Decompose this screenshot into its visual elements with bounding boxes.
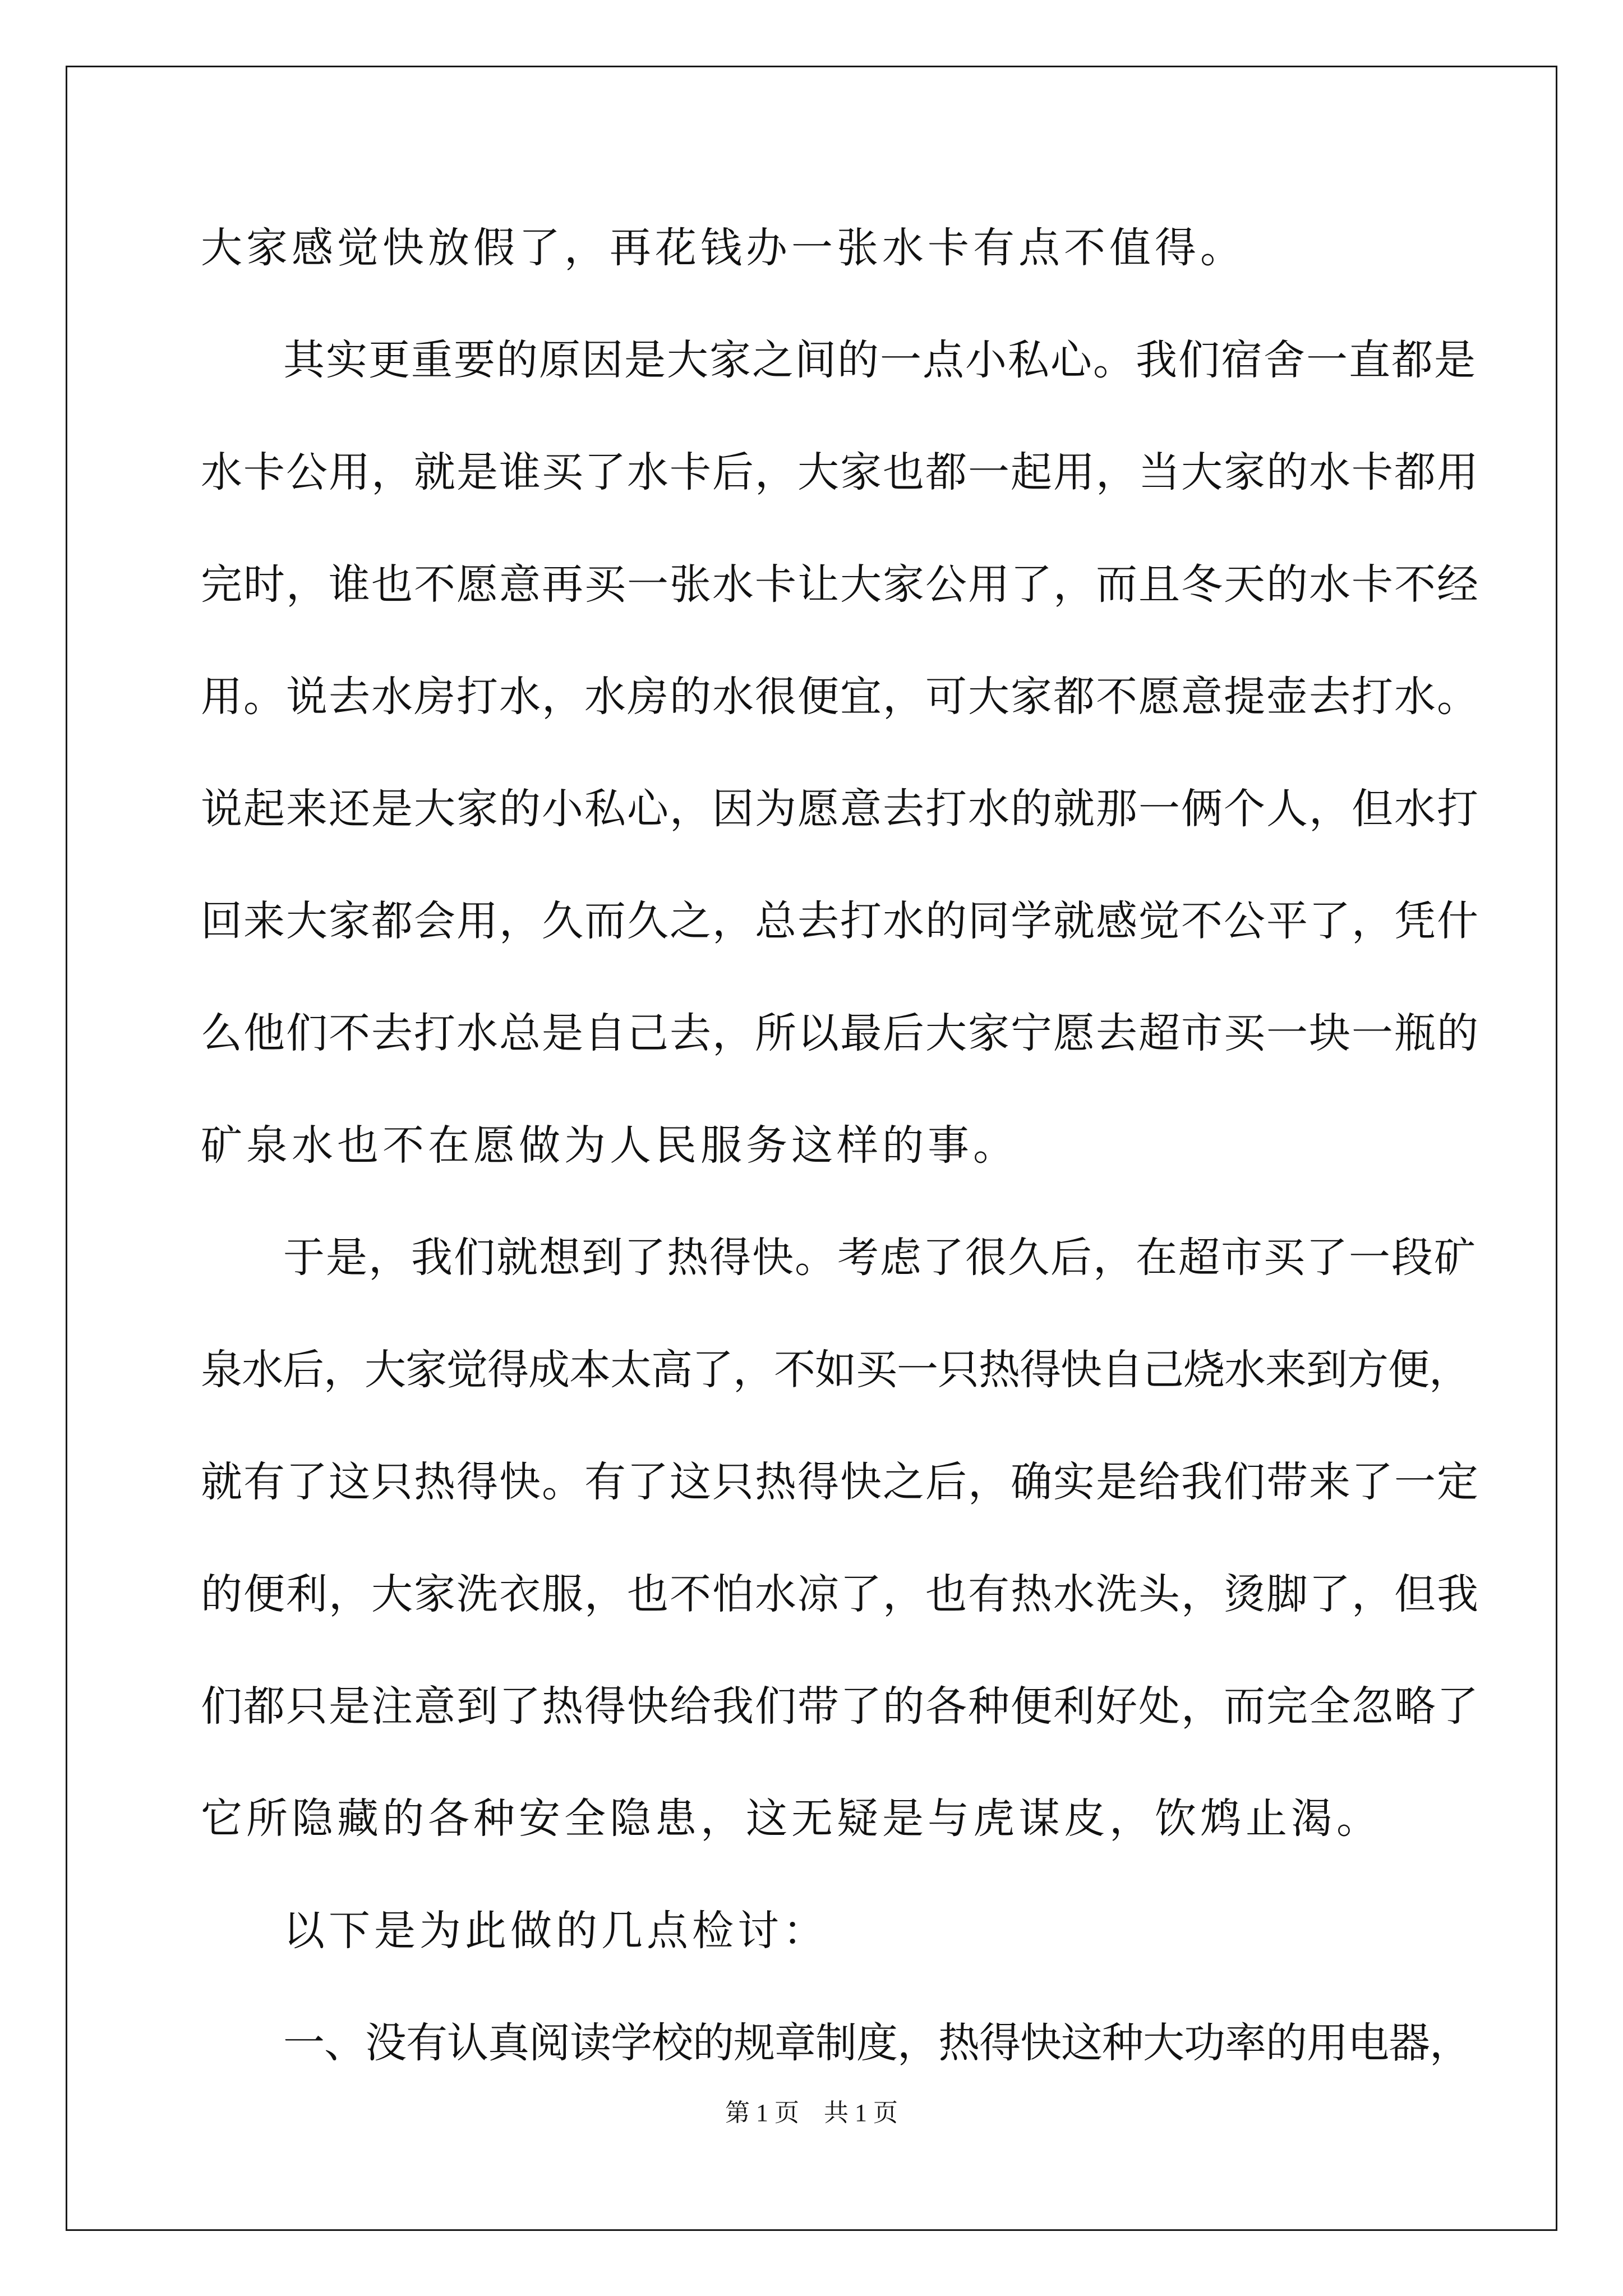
text-line-7: 回来大家都会用，久而久之，总去打水的同学就感觉不公平了，凭什 [201,897,1479,945]
text-line-9: 矿泉水也不在愿做为人民服务这样的事。 [201,1121,1018,1170]
text-line-11: 泉水后，大家觉得成本太高了，不如买一只热得快自己烧水来到方便， [201,1346,1470,1394]
text-line-14: 们都只是注意到了热得快给我们带了的各种便利好处，而完全忽略了 [201,1682,1479,1731]
text-line-6: 说起来还是大家的小私心，因为愿意去打水的就那一俩个人，但水打 [201,785,1479,833]
text-line-3: 水卡公用，就是谁买了水卡后，大家也都一起用，当大家的水卡都用 [201,448,1479,496]
text-line-2: 其实更重要的原因是大家之间的一点小私心。我们宿舍一直都是 [283,336,1477,384]
text-line-1: 大家感觉快放假了，再花钱办一张水卡有点不值得。 [201,224,1246,272]
text-line-10: 于是，我们就想到了热得快。考虑了很久后，在超市买了一段矿 [283,1234,1477,1282]
text-line-4: 完时，谁也不愿意再买一张水卡让大家公用了，而且冬天的水卡不经 [201,560,1479,609]
page-footer: 第 1 页 共 1 页 [725,2099,898,2127]
text-line-16: 以下是为此做的几点检讨： [283,1907,828,1955]
text-line-8: 么他们不去打水总是自己去，所以最后大家宁愿去超市买一块一瓶的 [201,1009,1479,1057]
text-line-13: 的便利，大家洗衣服，也不怕水凉了，也有热水洗头，烫脚了，但我 [201,1570,1479,1618]
text-line-5: 用。说去水房打水，水房的水很便宜，可大家都不愿意提壶去打水。 [201,673,1479,721]
text-line-17: 一、没有认真阅读学校的规章制度，热得快这种大功率的用电器， [283,2019,1470,2067]
text-line-12: 就有了这只热得快。有了这只热得快之后，确实是给我们带来了一定 [201,1458,1479,1506]
text-line-15: 它所隐藏的各种安全隐患，这无疑是与虎谋皮，饮鸩止渴。 [201,1795,1382,1843]
